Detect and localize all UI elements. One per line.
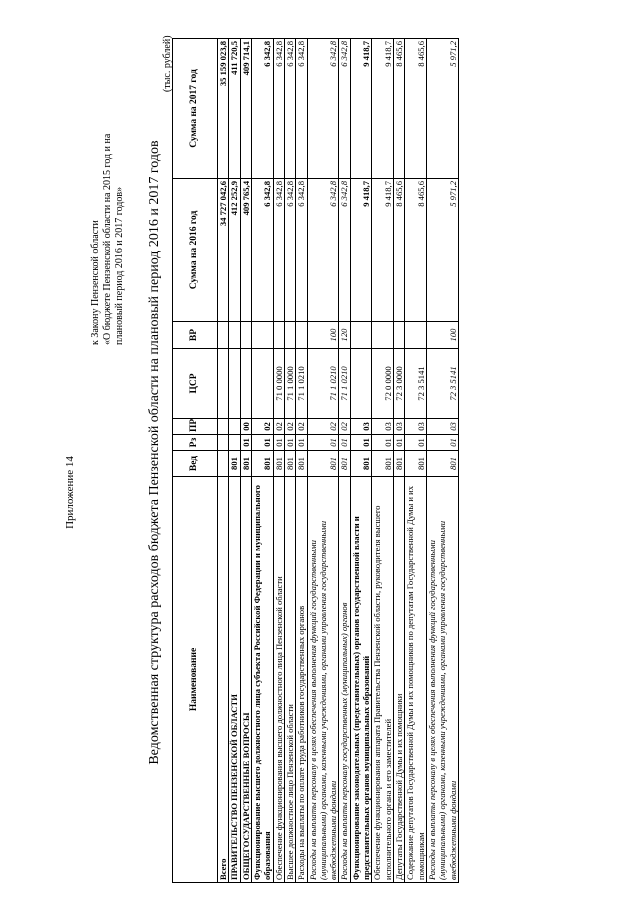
cell-sum2017: 6 342,8 — [284, 39, 295, 179]
table-row — [405, 39, 427, 883]
cell-sum2016: 8 465,6 — [394, 179, 405, 322]
cell-name: ПРАВИТЕЛЬСТВО ПЕНЗЕНСКОЙ ОБЛАСТИ — [229, 477, 240, 883]
cell-vr — [296, 322, 307, 349]
cell-sum2017: 35 159 023,8 — [218, 39, 229, 179]
cell-rz: 01 — [273, 435, 284, 451]
law-reference-line: «О бюджете Пензенской области на 2015 год и на — [101, 133, 113, 345]
cell-pr: 02 — [284, 419, 295, 435]
table-row — [296, 39, 307, 883]
units-label: (тыс. рублей) — [162, 35, 173, 92]
cell-sum2016: 8 465,6 — [405, 179, 427, 322]
cell-ved: 801 — [229, 451, 240, 477]
cell-vr — [251, 322, 273, 349]
cell-sum2017: 6 342,8 — [251, 39, 273, 179]
cell-ved: 801 — [240, 451, 251, 477]
cell-pr: 02 — [251, 419, 273, 435]
cell-sum2016: 6 342,8 — [307, 179, 339, 322]
cell-pr: 02 — [307, 419, 339, 435]
cell-pr — [229, 419, 240, 435]
table-row — [372, 39, 394, 883]
cell-vr — [273, 322, 284, 349]
expenditure-table — [172, 38, 459, 883]
cell-vr — [405, 322, 427, 349]
cell-csr — [251, 349, 273, 419]
cell-sum2016: 34 727 042,6 — [218, 179, 229, 322]
table-row — [218, 39, 229, 883]
cell-csr — [350, 349, 372, 419]
cell-sum2017: 8 465,6 — [405, 39, 427, 179]
cell-sum2016: 6 342,8 — [251, 179, 273, 322]
cell-ved: 801 — [394, 451, 405, 477]
cell-sum2017: 409 714,1 — [240, 39, 251, 179]
cell-csr — [229, 349, 240, 419]
cell-name: Расходы на выплаты персоналу государственных (муниципальных) органов — [339, 477, 350, 883]
cell-csr: 71 1 0210 — [307, 349, 339, 419]
cell-ved: 801 — [296, 451, 307, 477]
cell-csr: 71 1 0000 — [284, 349, 295, 419]
cell-name: Расходы на выплаты персоналу в целях обеспечения выполнения функций государственными (муниципальными) органами, казенными учреждениями, органами управления государственными внебюджетными фондами — [426, 477, 458, 883]
cell-csr: 72 3 5141 — [405, 349, 427, 419]
cell-pr: 03 — [372, 419, 394, 435]
cell-sum2016: 409 765,4 — [240, 179, 251, 322]
cell-ved: 801 — [405, 451, 427, 477]
header-ved: Вед — [173, 451, 218, 477]
header-vr: ВР — [173, 322, 218, 349]
cell-rz: 01 — [405, 435, 427, 451]
appendix-label: Приложение 14 — [64, 456, 76, 529]
cell-sum2016: 6 342,8 — [284, 179, 295, 322]
cell-sum2016: 6 342,8 — [273, 179, 284, 322]
cell-sum2017: 8 465,6 — [394, 39, 405, 179]
header-sum-2017: Сумма на 2017 год — [173, 39, 218, 179]
cell-vr — [350, 322, 372, 349]
cell-ved: 801 — [273, 451, 284, 477]
cell-sum2016: 9 418,7 — [372, 179, 394, 322]
cell-pr: 03 — [405, 419, 427, 435]
cell-pr: 03 — [350, 419, 372, 435]
header-csr: ЦСР — [173, 349, 218, 419]
cell-rz: 01 — [394, 435, 405, 451]
cell-pr: 03 — [426, 419, 458, 435]
cell-pr: 00 — [240, 419, 251, 435]
cell-name: Всего — [218, 477, 229, 883]
header-name: Наименование — [173, 477, 218, 883]
cell-name: Содержание депутатов Государственной Думы и их помощников по депутатам Государственной Думы и их помощникам — [405, 477, 427, 883]
cell-csr: 72 3 0000 — [394, 349, 405, 419]
cell-pr: 02 — [273, 419, 284, 435]
cell-name: Депутаты Государственной Думы и их помощники — [394, 477, 405, 883]
cell-rz — [229, 435, 240, 451]
cell-name: Высшее должностное лицо Пензенской области — [284, 477, 295, 883]
cell-pr: 03 — [394, 419, 405, 435]
law-reference — [90, 95, 125, 345]
cell-pr: 02 — [339, 419, 350, 435]
cell-csr — [240, 349, 251, 419]
cell-vr — [372, 322, 394, 349]
cell-sum2016: 6 342,8 — [339, 179, 350, 322]
cell-rz: 01 — [307, 435, 339, 451]
table-row — [240, 39, 251, 883]
cell-sum2017: 6 342,8 — [273, 39, 284, 179]
cell-csr: 72 0 0000 — [372, 349, 394, 419]
cell-rz: 01 — [284, 435, 295, 451]
cell-name: Функционирование высшего должностного лица субъекта Российской Федерации и муниципального образования — [251, 477, 273, 883]
cell-vr — [394, 322, 405, 349]
cell-sum2017: 6 342,8 — [296, 39, 307, 179]
cell-csr: 71 1 0210 — [296, 349, 307, 419]
table-row — [284, 39, 295, 883]
cell-sum2017: 6 342,8 — [339, 39, 350, 179]
cell-rz: 01 — [372, 435, 394, 451]
cell-rz: 01 — [240, 435, 251, 451]
cell-vr — [218, 322, 229, 349]
cell-vr — [240, 322, 251, 349]
cell-vr — [284, 322, 295, 349]
cell-vr — [229, 322, 240, 349]
cell-name: Расходы на выплаты персоналу в целях обеспечения выполнения функций государственными (муниципальными) органами, казенными учреждениями, органами управления государственными внебюджетными фондами — [307, 477, 339, 883]
cell-rz: 01 — [350, 435, 372, 451]
cell-rz: 01 — [426, 435, 458, 451]
cell-sum2017: 411 720,5 — [229, 39, 240, 179]
cell-sum2016: 412 252,9 — [229, 179, 240, 322]
cell-sum2016: 6 342,8 — [296, 179, 307, 322]
cell-rz: 01 — [339, 435, 350, 451]
cell-name: ОБЩЕГОСУДАРСТВЕННЫЕ ВОПРОСЫ — [240, 477, 251, 883]
cell-sum2017: 5 971,2 — [426, 39, 458, 179]
table-header-row — [173, 39, 218, 883]
cell-ved: 801 — [372, 451, 394, 477]
cell-pr: 02 — [296, 419, 307, 435]
header-sum-2016: Сумма на 2016 год — [173, 179, 218, 322]
cell-vr: 100 — [307, 322, 339, 349]
law-reference-line: плановый период 2016 и 2017 годов» — [113, 186, 125, 345]
cell-csr: 71 1 0210 — [339, 349, 350, 419]
cell-sum2017: 6 342,8 — [307, 39, 339, 179]
cell-ved: 801 — [307, 451, 339, 477]
cell-sum2016: 9 418,7 — [350, 179, 372, 322]
document-title: Ведомственная структура расходов бюджета Пензенской области на плановый период 2016 и 2017 годов — [147, 140, 162, 765]
table-row — [394, 39, 405, 883]
table-row — [350, 39, 372, 883]
cell-rz: 01 — [251, 435, 273, 451]
table-row — [273, 39, 284, 883]
cell-pr — [218, 419, 229, 435]
table-row — [307, 39, 339, 883]
cell-ved: 801 — [251, 451, 273, 477]
cell-name: Обеспечение функционирования высшего должностного лица Пензенской области — [273, 477, 284, 883]
header-rz: Рз — [173, 435, 218, 451]
cell-ved: 801 — [339, 451, 350, 477]
cell-vr: 100 — [426, 322, 458, 349]
cell-csr — [218, 349, 229, 419]
cell-csr: 71 0 0000 — [273, 349, 284, 419]
cell-name: Функционирование законодательных (представительных) органов государственной власти и представительных органов муниципальных образований — [350, 477, 372, 883]
cell-name: Обеспечение функционирования аппарата Правительства Пензенской области, руководителя высшего исполнительного органа и его заместителей — [372, 477, 394, 883]
cell-sum2016: 5 971,2 — [426, 179, 458, 322]
cell-rz: 01 — [296, 435, 307, 451]
cell-ved: 801 — [426, 451, 458, 477]
cell-sum2017: 9 418,7 — [350, 39, 372, 179]
cell-ved — [218, 451, 229, 477]
header-pr: ПР — [173, 419, 218, 435]
table-row — [251, 39, 273, 883]
cell-ved: 801 — [284, 451, 295, 477]
table-row — [339, 39, 350, 883]
cell-vr: 120 — [339, 322, 350, 349]
table-row — [229, 39, 240, 883]
cell-name: Расходы на выплаты по оплате труда работников государственных органов — [296, 477, 307, 883]
cell-ved: 801 — [350, 451, 372, 477]
table-row — [426, 39, 458, 883]
cell-csr: 72 3 5141 — [426, 349, 458, 419]
law-reference-line: к Закону Пензенской области — [90, 220, 101, 345]
cell-sum2017: 9 418,7 — [372, 39, 394, 179]
cell-rz — [218, 435, 229, 451]
